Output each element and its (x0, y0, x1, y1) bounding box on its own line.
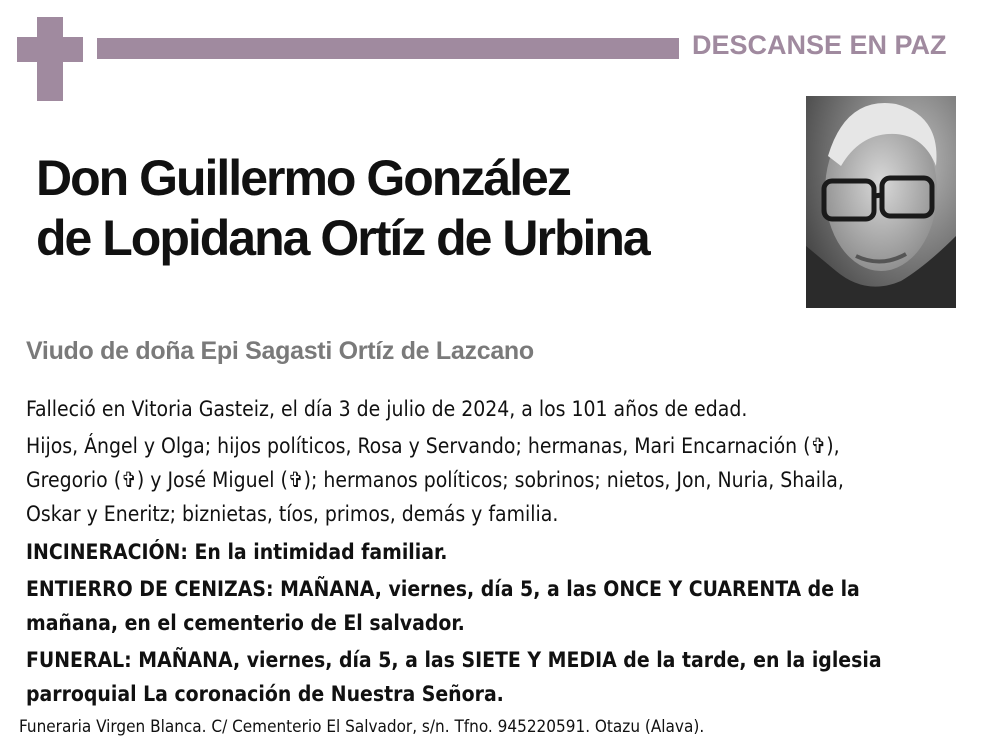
family-line-1: Hijos, Ángel y Olga; hijos políticos, Rosa y Servando; hermanas, Mari Encarnación (✞), (26, 434, 840, 458)
death-line: Falleció en Vitoria Gasteiz, el día 3 de julio de 2024, a los 101 años de edad. (26, 397, 748, 421)
name-line-1: Don Guillermo González (36, 150, 570, 206)
cross-horizontal-bar (17, 37, 83, 62)
death-statement (26, 392, 971, 426)
cremation-notice (26, 535, 971, 569)
burial-line-1: ENTIERRO DE CENIZAS: MAÑANA, viernes, día 5, a las ONCE Y CUARENTA de la (26, 577, 860, 601)
widower-subtitle: Viudo de doña Epi Sagasti Ortíz de Lazcano (26, 337, 534, 365)
header-rule (97, 38, 679, 59)
family-line-3: Oskar y Eneritz; biznietas, tíos, primos, demás y familia. (26, 502, 559, 526)
funeral-notice (26, 643, 971, 711)
family-line-2: Gregorio (✞) y José Miguel (✞); hermanos políticos; sobrinos; nietos, Jon, Nuria, Shaila, (26, 468, 844, 492)
portrait-illustration (806, 96, 956, 308)
deceased-name (36, 148, 796, 268)
funeral-home-footer: Funeraria Virgen Blanca. C/ Cementerio El Salvador, s/n. Tfno. 945220591. Otazu (Alava). (19, 717, 705, 737)
name-line-2: de Lopidana Ortíz de Urbina (36, 210, 649, 266)
burial-notice (26, 572, 971, 640)
header-label: DESCANSE EN PAZ (692, 30, 947, 60)
funeral-line-2: parroquial La coronación de Nuestra Señora. (26, 682, 504, 706)
portrait-photo (806, 96, 956, 308)
funeral-line-1: FUNERAL: MAÑANA, viernes, día 5, a las SIETE Y MEDIA de la tarde, en la iglesia (26, 648, 882, 672)
burial-line-2: mañana, en el cementerio de El salvador. (26, 611, 465, 635)
family-paragraph (26, 429, 971, 531)
cremation-line: INCINERACIÓN: En la intimidad familiar. (26, 540, 448, 564)
